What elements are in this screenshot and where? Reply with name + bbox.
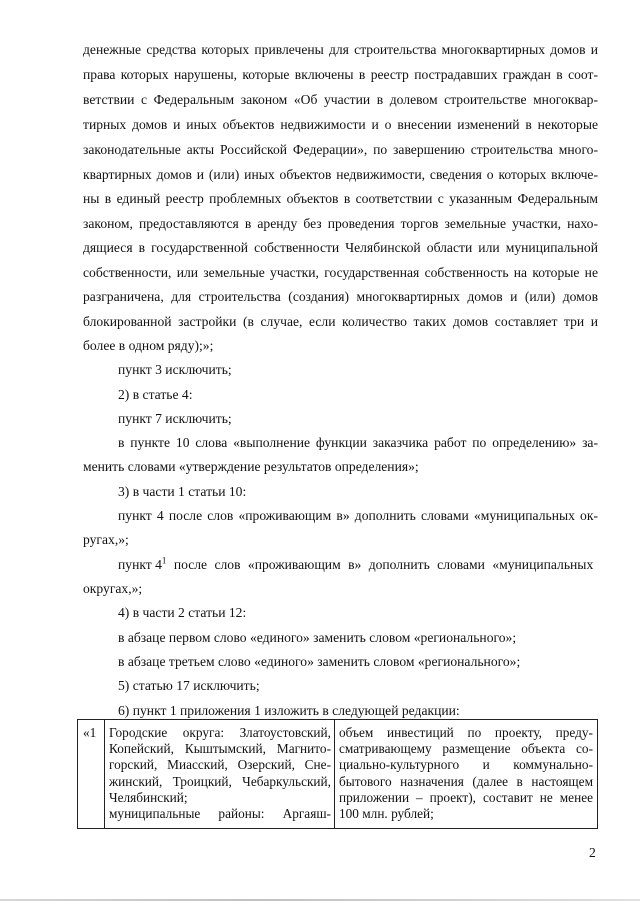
item-text-pre: пункт 4 xyxy=(118,557,162,572)
amendment-item: 3) в части 1 статьи 10: xyxy=(118,484,247,499)
text-line: разграничена, для строительства (создания) многоквартирных домов и (или) домов xyxy=(83,289,598,304)
amendment-item: пункт 7 исключить; xyxy=(118,411,232,426)
text-line: ветствии с Федеральным законом «Об участии в долевом строительстве многоквар- xyxy=(83,92,598,107)
text-line: законом, предоставляются в аренду без проведения торгов земельные участки, нахо- xyxy=(83,216,598,231)
superscript: 1 xyxy=(161,555,167,566)
amendment-item: пункт 3 исключить; xyxy=(118,362,232,377)
text-line: права которых нарушены, которые включены в реестр пострадавших граждан в соот- xyxy=(83,67,598,82)
table-cell-line: жинский, Троицкий, Чебаркульский, xyxy=(109,773,331,789)
text-line: законодательные акты Российской Федерации», по завершению строительства много- xyxy=(83,142,598,157)
table-cell-line: сматривающему размещение объекта со- xyxy=(339,741,593,757)
text-line: ны в единый реестр проблемных объектов в соответствии с указанным Федеральным xyxy=(83,191,598,206)
table-cell-line: Городские округа: Златоустовский, xyxy=(109,725,331,740)
amendment-item: пункт 4 после слов «проживающим в» дополнить словами «муниципальных ок- xyxy=(118,508,598,523)
scan-edge-divider xyxy=(0,899,640,901)
amendment-item-continuation: ругах,»; xyxy=(83,532,129,547)
table-divider xyxy=(104,720,105,828)
text-line: блокированной застройки (в случае, если количество таких домов составляет три и xyxy=(83,314,598,329)
item-text-post: после слов «проживающим в» дополнить словами «муниципальных xyxy=(166,557,594,572)
text-line: тирных домов и иных объектов недвижимости и о внесении изменений в некоторые xyxy=(83,117,598,132)
table-cell-line: циально-культурного и коммунально- xyxy=(339,757,593,773)
text-line: более в одном ряду);»; xyxy=(83,338,214,353)
amendment-item: 6) пункт 1 приложения 1 изложить в следующей редакции: xyxy=(118,703,460,718)
table-cell-line: приложении – проект), составит не менее xyxy=(339,789,593,805)
table-cell-line: объем инвестиций по проекту, преду- xyxy=(339,725,593,740)
table-cell-criteria xyxy=(339,725,593,822)
table-cell-line: Челябинский; xyxy=(109,789,188,805)
table-cell-line: Копейский, Кыштымский, Магнито- xyxy=(109,741,331,757)
amendment-item-continuation: менить словами «утверждение результатов определения»; xyxy=(83,459,419,474)
amendment-item: в абзаце первом слово «единого» заменить словом «регионального»; xyxy=(118,630,517,645)
page-number: 2 xyxy=(589,845,596,860)
table-cell-line: горский, Миасский, Озерский, Сне- xyxy=(109,757,331,773)
table-cell-territories xyxy=(109,725,331,822)
text-line: собственности, или земельные участки, государственная собственность на которые не xyxy=(83,265,598,280)
appendix-table xyxy=(77,719,598,829)
table-cell-line: муниципальные районы: Аргаяш- xyxy=(109,806,331,822)
amendment-item: 2) в статье 4: xyxy=(118,387,193,402)
text-line: денежные средства которых привлечены для строительства многоквартирных домов и xyxy=(83,42,598,57)
table-divider xyxy=(334,720,335,828)
text-line: квартирных домов и (или) иных объектов недвижимости, сведения о которых включе- xyxy=(83,167,598,182)
table-cell-line: бытового назначения (далее в настоящем xyxy=(339,773,593,789)
amendment-item: 4) в части 2 статьи 12: xyxy=(118,605,247,620)
text-line: дящиеся в государственной собственности Челябинской области или муниципальной xyxy=(83,240,598,255)
amendment-item: 5) статью 17 исключить; xyxy=(118,678,260,693)
amendment-item xyxy=(118,557,598,573)
amendment-item-continuation: округах,»; xyxy=(83,581,143,596)
table-row-number: «1 xyxy=(83,725,97,740)
table-cell-line: 100 млн. рублей; xyxy=(339,806,434,822)
amendment-item: в пункте 10 слова «выполнение функции заказчика работ по определению» за- xyxy=(118,435,598,450)
amendment-item: в абзаце третьем слово «единого» заменить словом «регионального»; xyxy=(118,654,521,669)
